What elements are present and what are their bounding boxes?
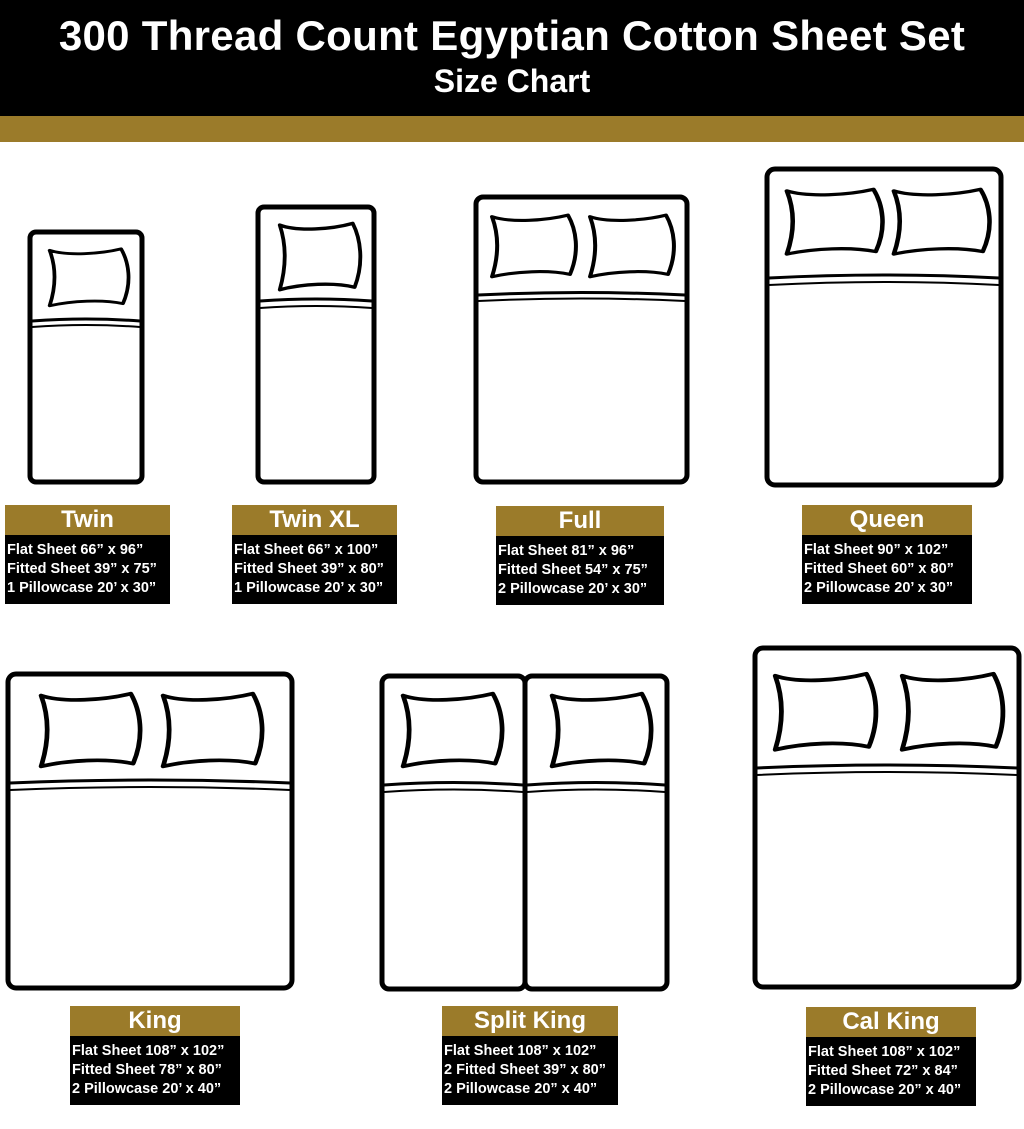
pillowcase-spec: 2 Pillowcase 20” x 40” (808, 1082, 962, 1098)
size-name: Cal King (806, 1007, 976, 1037)
pillow-icon (492, 215, 576, 277)
fitted-sheet-spec: Fitted Sheet 78” x 80” (72, 1062, 222, 1078)
pillow-icon (552, 694, 651, 767)
size-card-twin (5, 505, 170, 604)
flat-sheet-spec: Flat Sheet 81” x 96” (498, 543, 635, 559)
pillow-icon (787, 189, 883, 254)
size-name: Twin XL (232, 505, 397, 535)
size-specs (496, 536, 664, 605)
pillow-icon (775, 674, 876, 750)
size-card-queen (802, 505, 972, 604)
bed-split-king-illustration (382, 676, 667, 989)
bed-full-illustration (476, 197, 687, 482)
fitted-sheet-spec: Fitted Sheet 54” x 75” (498, 562, 648, 578)
size-name: King (70, 1006, 240, 1036)
pillowcase-spec: 2 Pillowcase 20’ x 30” (804, 580, 954, 596)
pillow-icon (163, 694, 262, 767)
pillow-icon (403, 694, 502, 767)
flat-sheet-spec: Flat Sheet 108” x 102” (808, 1044, 961, 1060)
fitted-sheet-spec: 2 Fitted Sheet 39” x 80” (444, 1062, 606, 1078)
size-card-split-king (442, 1006, 618, 1105)
pillowcase-spec: 1 Pillowcase 20’ x 30” (234, 580, 384, 596)
flat-sheet-spec: Flat Sheet 108” x 102” (444, 1043, 597, 1059)
size-card-king (70, 1006, 240, 1105)
size-specs (806, 1037, 976, 1106)
size-card-cal-king (806, 1007, 976, 1106)
size-name: Split King (442, 1006, 618, 1036)
fitted-sheet-spec: Fitted Sheet 60” x 80” (804, 561, 954, 577)
size-card-twin-xl (232, 505, 397, 604)
size-specs (232, 535, 397, 604)
pillow-icon (902, 674, 1003, 750)
size-name: Twin (5, 505, 170, 535)
flat-sheet-spec: Flat Sheet 66” x 100” (234, 542, 379, 558)
bed-queen-illustration (767, 169, 1001, 485)
fitted-sheet-spec: Fitted Sheet 39” x 80” (234, 561, 384, 577)
size-card-full (496, 506, 664, 605)
size-specs (442, 1036, 618, 1105)
pillow-icon (50, 249, 129, 306)
flat-sheet-spec: Flat Sheet 66” x 96” (7, 542, 144, 558)
bed-king-illustration (8, 674, 292, 988)
size-specs (70, 1036, 240, 1105)
fitted-sheet-spec: Fitted Sheet 39” x 75” (7, 561, 157, 577)
flat-sheet-spec: Flat Sheet 108” x 102” (72, 1043, 225, 1059)
pillow-icon (280, 223, 361, 289)
bed-twin-xl-illustration (258, 207, 374, 482)
flat-sheet-spec: Flat Sheet 90” x 102” (804, 542, 949, 558)
size-specs (802, 535, 972, 604)
pillow-icon (894, 189, 990, 254)
pillowcase-spec: 1 Pillowcase 20’ x 30” (7, 580, 157, 596)
bed-twin-illustration (30, 232, 142, 482)
page-title: 300 Thread Count Egyptian Cotton Sheet Set (58, 12, 966, 59)
pillowcase-spec: 2 Pillowcase 20” x 40” (444, 1081, 598, 1097)
pillowcase-spec: 2 Pillowcase 20’ x 30” (498, 581, 648, 597)
pillow-icon (41, 694, 140, 767)
size-name: Queen (802, 505, 972, 535)
bed-cal-king-illustration (755, 648, 1019, 987)
pillow-icon (590, 215, 674, 277)
size-specs (5, 535, 170, 604)
page-subtitle: Size Chart (433, 63, 591, 99)
pillowcase-spec: 2 Pillowcase 20’ x 40” (72, 1081, 222, 1097)
size-name: Full (496, 506, 664, 536)
fitted-sheet-spec: Fitted Sheet 72” x 84” (808, 1063, 958, 1079)
